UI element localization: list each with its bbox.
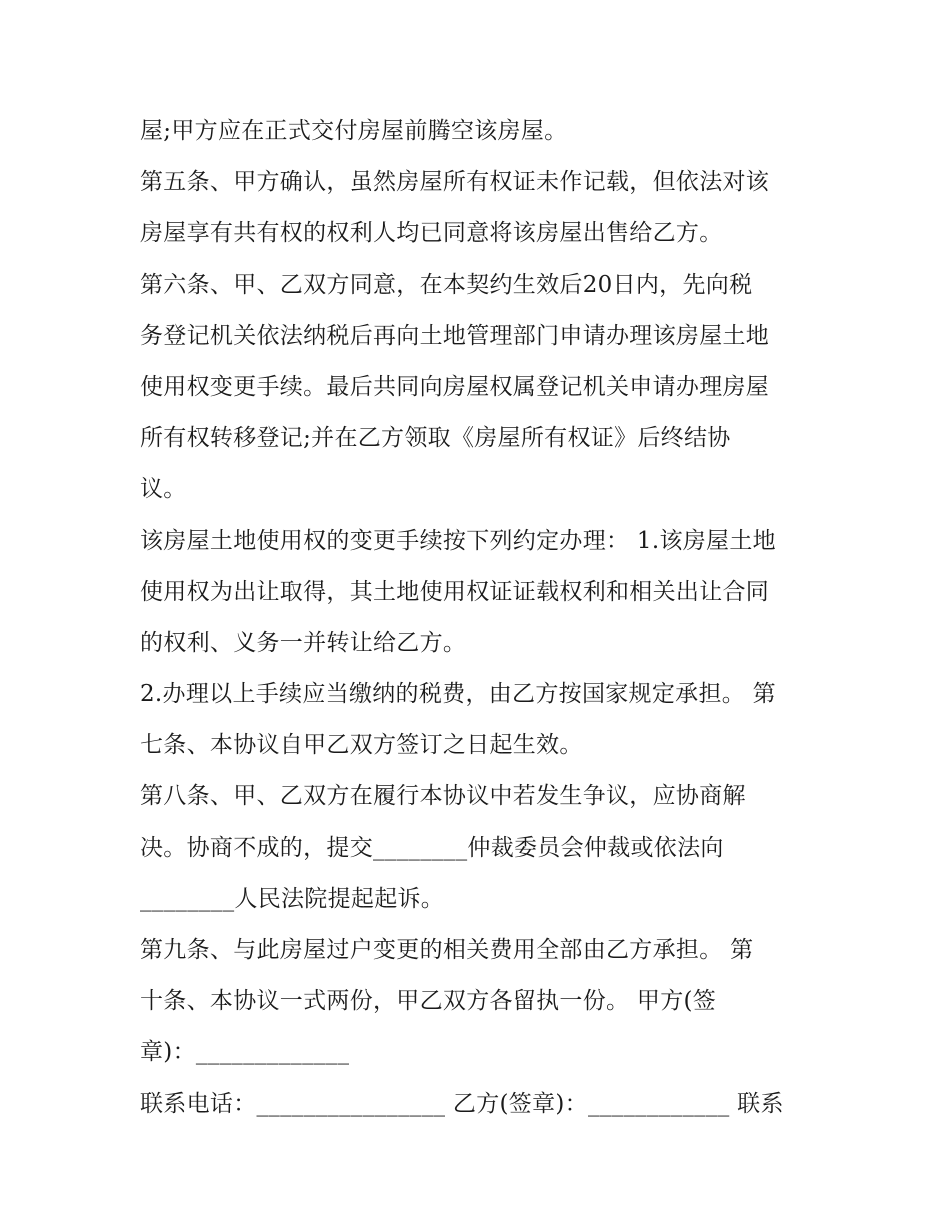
text-line: 该房屋土地使用权的变更手续按下列约定办理： 1.该房屋土地 [140, 527, 776, 554]
text-line: 第九条、与此房屋过户变更的相关费用全部由乙方承担。 第 [140, 937, 754, 963]
text-line: 决。协商不成的，提交________仲裁委员会仲裁或依法向 [140, 834, 724, 861]
text-line: 使用权为出让取得，其土地使用权证证载权利和相关出让合同 [140, 578, 770, 605]
text-line: 章)：_____________ [140, 1039, 350, 1066]
text-line: 使用权变更手续。最后共同向房屋权属登记机关申请办理房屋 [140, 373, 770, 400]
text-line: 十条、本协议一式两份，甲乙双方各留执一份。 甲方(签 [140, 988, 717, 1015]
text-line: 第八条、甲、乙双方在履行本协议中若发生争议，应协商解 [140, 783, 746, 810]
text-line: 议。 [140, 476, 187, 503]
text-line: 七条、本协议自甲乙双方签订之日起生效。 [140, 732, 583, 759]
text-line: 务登记机关依法纳税后再向土地管理部门申请办理该房屋土地 [140, 322, 770, 349]
text-line: 联系电话：________________ 乙方(签章)：____________ 联系 [140, 1090, 784, 1117]
text-line: 房屋享有共有权的权利人均已同意将该房屋出售给乙方。 [140, 220, 723, 247]
text-line: ________人民法院提起起诉。 [140, 885, 445, 912]
text-line: 2.办理以上手续应当缴纳的税费，由乙方按国家规定承担。 第 [140, 681, 776, 708]
text-line: 屋;甲方应在正式交付房屋前腾空该房屋。 [140, 118, 568, 144]
text-line: 第五条、甲方确认，虽然房屋所有权证未作记载，但依法对该 [140, 169, 770, 196]
text-line: 所有权转移登记;并在乙方领取《房屋所有权证》后终结协 [140, 425, 731, 452]
text-line: 第六条、甲、乙双方同意，在本契约生效后20日内，先向税 [140, 271, 753, 298]
text-line: 的权利、义务一并转让给乙方。 [140, 629, 467, 656]
contract-body [140, 106, 820, 1130]
